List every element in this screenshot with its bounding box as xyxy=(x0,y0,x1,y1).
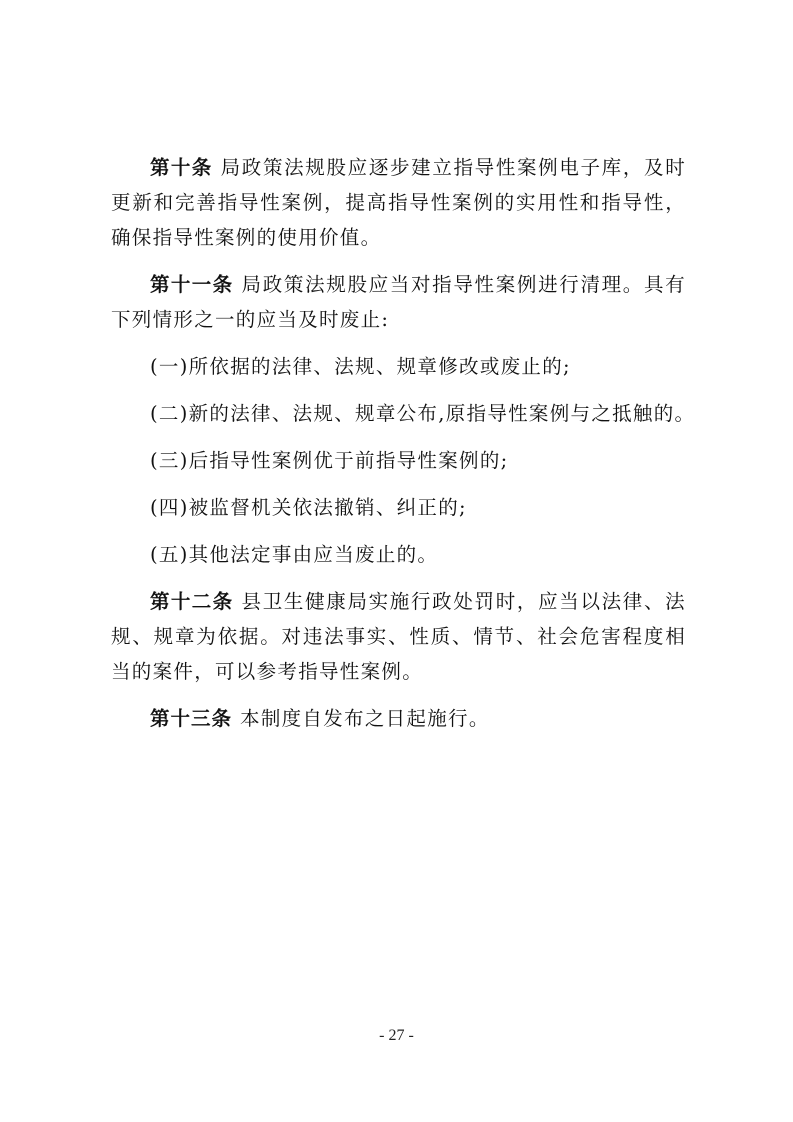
article-11-item-3: (三)后指导性案例优于前指导性案例的; xyxy=(150,449,509,472)
article-11 xyxy=(111,267,686,337)
article-11-title: 第十一条 xyxy=(150,273,234,296)
article-13-text: 本制度自发布之日起施行。 xyxy=(240,707,490,730)
article-13 xyxy=(111,701,686,736)
article-10-title: 第十条 xyxy=(150,156,213,179)
article-10-text: 局政策法规股应逐步建立指导性案例电子库，及时更新和完善指导性案例，提高指导性案例的实用性和指导性，确保指导性案例的使用价值。 xyxy=(111,156,686,249)
article-11-item-1: (一)所依据的法律、法规、规章修改或废止的; xyxy=(150,355,571,378)
page-number: - 27 - xyxy=(379,1027,414,1044)
article-12-text: 县卫生健康局实施行政处罚时，应当以法律、法规、规章为依据。对违法事实、性质、情节、社会危害程度相当的案件，可以参考指导性案例。 xyxy=(111,590,686,683)
article-11-item-4: (四)被监督机关依法撤销、纠正的; xyxy=(150,496,467,519)
article-10 xyxy=(111,150,686,255)
article-11-item-5: (五)其他法定事由应当废止的。 xyxy=(150,543,439,566)
article-13-title: 第十三条 xyxy=(150,707,233,730)
article-11-item-2: (二)新的法律、法规、规章公布,原指导性案例与之抵触的。 xyxy=(150,402,696,425)
article-11-text: 局政策法规股应当对指导性案例进行清理。具有下列情形之一的应当及时废止: xyxy=(111,273,686,331)
document-body xyxy=(111,150,696,748)
article-12 xyxy=(111,584,686,689)
article-12-title: 第十二条 xyxy=(150,590,234,613)
